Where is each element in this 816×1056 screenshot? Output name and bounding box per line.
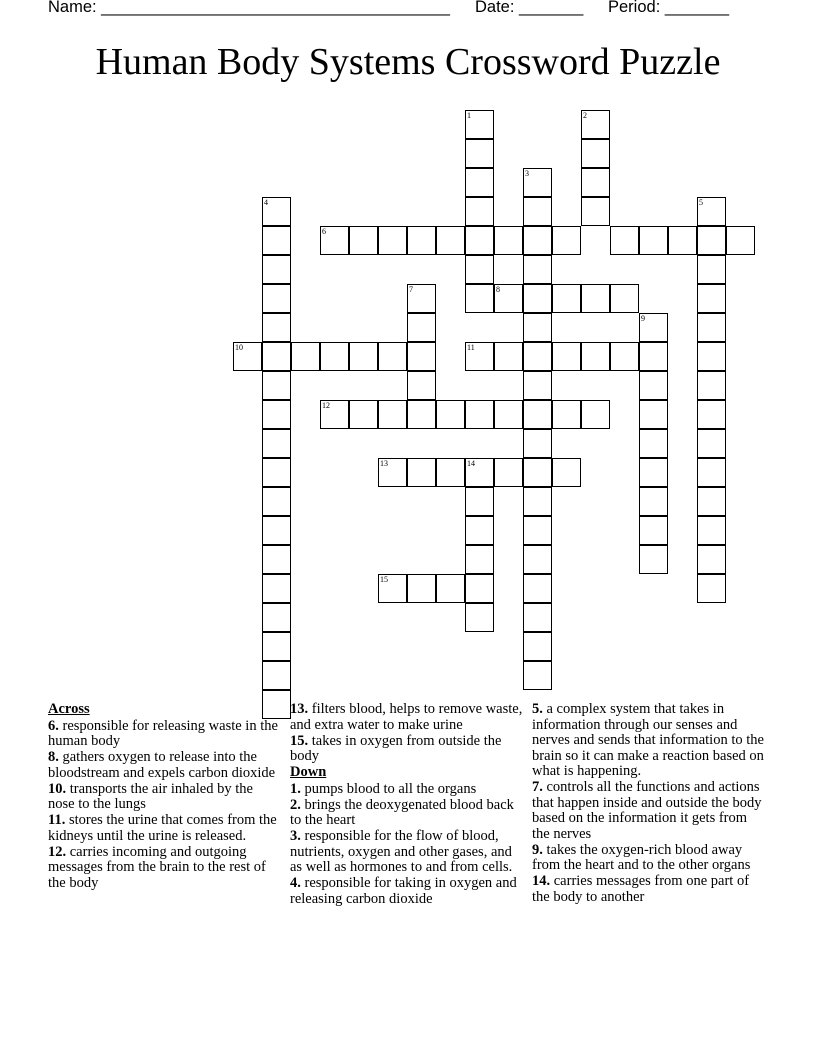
crossword-cell[interactable] bbox=[697, 284, 726, 313]
crossword-cell[interactable] bbox=[436, 400, 465, 429]
crossword-cell[interactable] bbox=[610, 342, 639, 371]
crossword-cell[interactable] bbox=[581, 168, 610, 197]
crossword-cell[interactable] bbox=[465, 139, 494, 168]
crossword-cell[interactable] bbox=[494, 226, 523, 255]
crossword-cell[interactable] bbox=[436, 458, 465, 487]
crossword-cell[interactable] bbox=[697, 458, 726, 487]
clue-number: 7. bbox=[532, 779, 543, 795]
crossword-cell[interactable] bbox=[639, 342, 668, 371]
crossword-cell[interactable] bbox=[407, 400, 436, 429]
crossword-cell[interactable] bbox=[291, 342, 320, 371]
clue-number: 9 bbox=[641, 314, 645, 323]
clue-text: takes in oxygen from outside the body bbox=[290, 732, 502, 764]
clue-text: responsible for releasing waste in the human body bbox=[48, 717, 278, 749]
date-field[interactable]: Date: _______ bbox=[475, 0, 584, 16]
clue-number: 2. bbox=[290, 796, 301, 813]
clue-number: 8. bbox=[48, 749, 59, 765]
crossword-cell[interactable] bbox=[523, 458, 552, 487]
crossword-cell[interactable] bbox=[436, 226, 465, 255]
clue-item bbox=[290, 798, 526, 829]
clues-column-3 bbox=[532, 702, 768, 906]
clue-number: 4. bbox=[290, 875, 301, 891]
crossword-cell[interactable] bbox=[262, 371, 291, 400]
crossword-cell[interactable] bbox=[523, 197, 552, 226]
crossword-cell[interactable] bbox=[262, 400, 291, 429]
period-field[interactable]: Period: _______ bbox=[608, 0, 730, 16]
crossword-cell[interactable] bbox=[494, 284, 523, 313]
crossword-cell[interactable] bbox=[262, 574, 291, 603]
crossword-cell[interactable] bbox=[494, 342, 523, 371]
clue-text: responsible for taking in oxygen and releasing carbon dioxide bbox=[290, 875, 517, 907]
clue-number: 13 bbox=[380, 459, 388, 468]
crossword-cell[interactable] bbox=[407, 574, 436, 603]
crossword-cell[interactable] bbox=[610, 226, 639, 255]
crossword-cell[interactable] bbox=[523, 255, 552, 284]
crossword-cell[interactable] bbox=[262, 487, 291, 516]
crossword-cell[interactable] bbox=[523, 661, 552, 690]
crossword-cell[interactable] bbox=[523, 487, 552, 516]
crossword-cell[interactable] bbox=[465, 574, 494, 603]
crossword-cell[interactable] bbox=[523, 545, 552, 574]
crossword-cell[interactable] bbox=[378, 574, 407, 603]
crossword-cell[interactable] bbox=[581, 342, 610, 371]
clue-number: 3 bbox=[525, 169, 529, 178]
crossword-cell[interactable] bbox=[639, 458, 668, 487]
clue-text: carries incoming and outgoing messages from the brain to the rest of the body bbox=[48, 843, 266, 891]
crossword-cell[interactable] bbox=[349, 226, 378, 255]
clue-number: 10 bbox=[235, 343, 243, 352]
crossword-cell[interactable] bbox=[523, 574, 552, 603]
crossword-cell[interactable] bbox=[523, 226, 552, 255]
crossword-cell[interactable] bbox=[465, 545, 494, 574]
crossword-cell[interactable] bbox=[465, 458, 494, 487]
crossword-cell[interactable] bbox=[465, 603, 494, 632]
clue-item bbox=[290, 876, 526, 907]
crossword-cell[interactable] bbox=[639, 313, 668, 342]
crossword-cell[interactable] bbox=[465, 168, 494, 197]
clue-text: a complex system that takes in information through our senses and nerves and sends that information to the brain so it can make a reaction based on what is happening. bbox=[532, 701, 764, 779]
clue-number: 8 bbox=[496, 285, 500, 294]
crossword-cell[interactable] bbox=[320, 226, 349, 255]
crossword-cell[interactable] bbox=[465, 226, 494, 255]
crossword-cell[interactable] bbox=[697, 371, 726, 400]
clue-number: 5 bbox=[699, 198, 703, 207]
crossword-cell[interactable] bbox=[639, 400, 668, 429]
clue-number: 3. bbox=[290, 828, 301, 844]
crossword-cell[interactable] bbox=[262, 603, 291, 632]
crossword-cell[interactable] bbox=[407, 226, 436, 255]
crossword-cell[interactable] bbox=[523, 632, 552, 661]
crossword-cell[interactable] bbox=[349, 342, 378, 371]
crossword-cell[interactable] bbox=[262, 458, 291, 487]
crossword-cell[interactable] bbox=[262, 516, 291, 545]
clue-number: 4 bbox=[264, 198, 268, 207]
crossword-cell[interactable] bbox=[523, 516, 552, 545]
crossword-cell[interactable] bbox=[697, 545, 726, 574]
clue-number: 13. bbox=[290, 701, 309, 717]
clue-text: stores the urine that comes from the kidneys until the urine is released. bbox=[48, 812, 277, 844]
crossword-cell[interactable] bbox=[639, 545, 668, 574]
crossword-cell[interactable] bbox=[262, 197, 291, 226]
crossword-cell[interactable] bbox=[262, 632, 291, 661]
clue-item bbox=[532, 874, 768, 905]
clue-number: 14. bbox=[532, 873, 551, 889]
crossword-cell[interactable] bbox=[639, 226, 668, 255]
crossword-cell[interactable] bbox=[581, 400, 610, 429]
crossword-cell[interactable] bbox=[581, 110, 610, 139]
crossword-cell[interactable] bbox=[494, 400, 523, 429]
puzzle-title: Human Body Systems Crossword Puzzle bbox=[95, 41, 721, 83]
clue-item bbox=[532, 843, 768, 874]
crossword-cell[interactable] bbox=[552, 284, 581, 313]
clue-number: 6 bbox=[322, 227, 326, 236]
crossword-cell[interactable] bbox=[523, 371, 552, 400]
clue-number: 6. bbox=[48, 717, 59, 734]
crossword-cell[interactable] bbox=[378, 342, 407, 371]
clue-text: responsible for the flow of blood, nutrients, oxygen and other gases, and as well as hormones to and from cells. bbox=[290, 828, 513, 875]
clue-number: 11 bbox=[467, 343, 475, 352]
clue-number: 9. bbox=[532, 841, 543, 858]
crossword-cell[interactable] bbox=[697, 342, 726, 371]
crossword-cell[interactable] bbox=[494, 458, 523, 487]
clue-number: 10. bbox=[48, 780, 67, 797]
clue-number: 12. bbox=[48, 843, 67, 860]
clue-number: 7 bbox=[409, 285, 413, 294]
crossword-cell[interactable] bbox=[697, 197, 726, 226]
crossword-cell[interactable] bbox=[407, 371, 436, 400]
crossword-cell[interactable] bbox=[465, 400, 494, 429]
crossword-cell[interactable] bbox=[378, 400, 407, 429]
clue-text: carries messages from one part of the body to another bbox=[532, 873, 750, 905]
clue-text: pumps blood to all the organs bbox=[304, 780, 477, 797]
crossword-cell[interactable] bbox=[581, 139, 610, 168]
clue-text: takes the oxygen-rich blood away from the heart and to the other organs bbox=[532, 841, 751, 873]
clue-text: brings the deoxygenated blood back to the heart bbox=[290, 796, 514, 828]
crossword-cell[interactable] bbox=[262, 429, 291, 458]
crossword-cell[interactable] bbox=[349, 400, 378, 429]
crossword-cell[interactable] bbox=[552, 226, 581, 255]
crossword-cell[interactable] bbox=[697, 400, 726, 429]
crossword-cell[interactable] bbox=[581, 284, 610, 313]
crossword-cell[interactable] bbox=[465, 284, 494, 313]
crossword-cell[interactable] bbox=[639, 487, 668, 516]
crossword-cell[interactable] bbox=[552, 342, 581, 371]
clue-number: 5. bbox=[532, 701, 543, 717]
crossword-cell[interactable] bbox=[697, 313, 726, 342]
clue-text: filters blood, helps to remove waste, and extra water to make urine bbox=[290, 701, 523, 733]
across-heading: Across bbox=[48, 701, 90, 717]
crossword-cell[interactable] bbox=[378, 458, 407, 487]
crossword-cell[interactable] bbox=[523, 313, 552, 342]
crossword-cell[interactable] bbox=[552, 458, 581, 487]
clue-number: 14 bbox=[467, 459, 475, 468]
clue-number: 2 bbox=[583, 111, 587, 120]
crossword-cell[interactable] bbox=[639, 371, 668, 400]
clue-number: 1. bbox=[290, 780, 301, 797]
crossword-cell[interactable] bbox=[233, 342, 262, 371]
clue-text: controls all the functions and actions that happen inside and outside the body based on the information it gets from the nerves bbox=[532, 779, 762, 842]
clue-number: 15. bbox=[290, 732, 309, 749]
crossword-cell[interactable] bbox=[610, 284, 639, 313]
crossword-cell[interactable] bbox=[262, 313, 291, 342]
crossword-cell[interactable] bbox=[697, 516, 726, 545]
crossword-cell[interactable] bbox=[697, 574, 726, 603]
clue-number: 12 bbox=[322, 401, 330, 410]
crossword-cell[interactable] bbox=[262, 284, 291, 313]
crossword-cell[interactable] bbox=[262, 661, 291, 690]
clue-item bbox=[290, 829, 526, 876]
crossword-cell[interactable] bbox=[639, 516, 668, 545]
crossword-cell[interactable] bbox=[523, 342, 552, 371]
crossword-cell[interactable] bbox=[378, 226, 407, 255]
clue-item bbox=[48, 750, 280, 781]
clue-text: transports the air inhaled by the nose to the lungs bbox=[48, 780, 253, 812]
crossword-cell[interactable] bbox=[407, 284, 436, 313]
clue-item bbox=[532, 780, 768, 842]
crossword-cell[interactable] bbox=[320, 400, 349, 429]
clue-number: 1 bbox=[467, 111, 471, 120]
crossword-cell[interactable] bbox=[523, 284, 552, 313]
crossword-cell[interactable] bbox=[465, 110, 494, 139]
crossword-cell[interactable] bbox=[262, 545, 291, 574]
clues-column-1 bbox=[48, 702, 280, 892]
crossword-cell[interactable] bbox=[639, 429, 668, 458]
clues-column-2 bbox=[290, 702, 526, 908]
crossword-cell[interactable] bbox=[436, 574, 465, 603]
crossword-cell[interactable] bbox=[407, 313, 436, 342]
crossword-cell[interactable] bbox=[320, 342, 349, 371]
clue-item bbox=[532, 702, 768, 780]
clue-item bbox=[290, 782, 526, 798]
clue-item bbox=[48, 813, 280, 844]
down-heading: Down bbox=[290, 764, 327, 780]
clue-item bbox=[48, 719, 280, 750]
crossword-cell[interactable] bbox=[697, 429, 726, 458]
crossword-cell[interactable] bbox=[726, 226, 755, 255]
crossword-cell[interactable] bbox=[697, 255, 726, 284]
crossword-cell[interactable] bbox=[523, 168, 552, 197]
crossword-cell[interactable] bbox=[465, 516, 494, 545]
clue-item bbox=[48, 845, 280, 892]
crossword-cell[interactable] bbox=[668, 226, 697, 255]
crossword-cell[interactable] bbox=[465, 342, 494, 371]
crossword-cell[interactable] bbox=[523, 603, 552, 632]
crossword-cell[interactable] bbox=[262, 226, 291, 255]
crossword-cell[interactable] bbox=[465, 255, 494, 284]
crossword-cell[interactable] bbox=[552, 400, 581, 429]
crossword-cell[interactable] bbox=[697, 226, 726, 255]
crossword-cell[interactable] bbox=[407, 458, 436, 487]
crossword-cell[interactable] bbox=[262, 342, 291, 371]
crossword-cell[interactable] bbox=[523, 429, 552, 458]
crossword-cell[interactable] bbox=[523, 400, 552, 429]
clue-number: 11. bbox=[48, 812, 66, 828]
clue-item bbox=[290, 734, 526, 765]
crossword-cell[interactable] bbox=[581, 197, 610, 226]
crossword-cell[interactable] bbox=[465, 487, 494, 516]
clue-number: 15 bbox=[380, 575, 388, 584]
clue-item bbox=[48, 782, 280, 813]
crossword-cell[interactable] bbox=[465, 197, 494, 226]
clue-item bbox=[290, 702, 526, 733]
name-field[interactable]: Name: ______________________________________ bbox=[48, 0, 450, 16]
clue-text: gathers oxygen to release into the bloodstream and expels carbon dioxide bbox=[48, 749, 276, 781]
crossword-cell[interactable] bbox=[407, 342, 436, 371]
crossword-cell[interactable] bbox=[697, 487, 726, 516]
crossword-cell[interactable] bbox=[262, 255, 291, 284]
